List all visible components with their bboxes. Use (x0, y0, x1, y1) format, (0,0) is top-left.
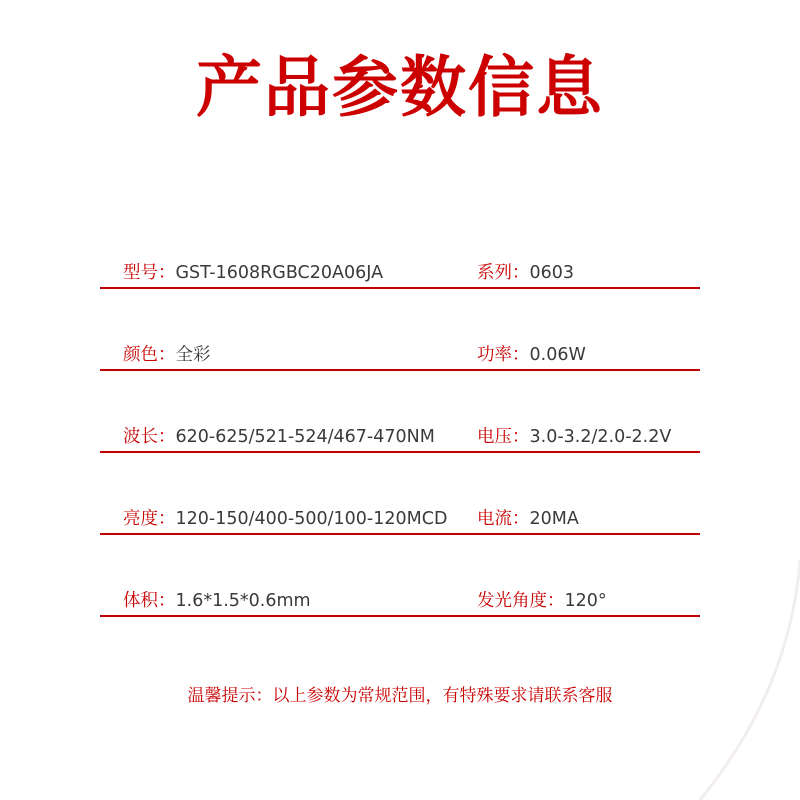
spec-row (100, 496, 700, 578)
spec-value: 全彩 (175, 345, 211, 365)
spec-label: 发光角度： (477, 591, 565, 611)
row-divider (100, 369, 700, 371)
spec-cell-size (123, 590, 311, 612)
row-divider (100, 533, 700, 535)
spec-value: 120° (564, 591, 607, 611)
row-divider (100, 451, 700, 453)
spec-value: 0.06W (529, 345, 586, 365)
spec-row (100, 414, 700, 496)
spec-cell-series (477, 262, 574, 284)
spec-value: 1.6*1.5*0.6mm (175, 591, 311, 611)
spec-value: 620-625/521-524/467-470NM (175, 427, 435, 447)
spec-value: 3.0-3.2/2.0-2.2V (529, 427, 672, 447)
spec-cell-wavelength (123, 426, 435, 448)
spec-cell-brightness (123, 508, 447, 530)
row-divider (100, 287, 700, 289)
spec-label: 波长： (123, 427, 176, 447)
footer-tip: 温馨提示：以上参数为常规范围，有特殊要求请联系客服 (187, 686, 613, 706)
spec-value: 120-150/400-500/100-120MCD (175, 509, 448, 529)
spec-label: 型号： (123, 263, 176, 283)
spec-label: 电流： (477, 509, 530, 529)
page-title: 产品参数信息 (196, 49, 604, 126)
spec-label: 颜色： (123, 345, 176, 365)
spec-value: 0603 (529, 263, 575, 283)
spec-cell-voltage (477, 426, 671, 448)
spec-row (100, 578, 700, 660)
spec-row (100, 332, 700, 414)
spec-value: GST-1608RGBC20A06JA (175, 263, 384, 283)
spec-label: 电压： (477, 427, 530, 447)
spec-value: 20MA (529, 509, 579, 529)
row-divider (100, 615, 700, 617)
spec-label: 系列： (477, 263, 530, 283)
spec-table (100, 250, 700, 660)
spec-cell-current (477, 508, 579, 530)
spec-row (100, 250, 700, 332)
spec-cell-color (123, 344, 211, 366)
spec-label: 亮度： (123, 509, 176, 529)
spec-cell-power (477, 344, 586, 366)
spec-cell-model (123, 262, 383, 284)
spec-label: 功率： (477, 345, 530, 365)
spec-label: 体积： (123, 591, 176, 611)
spec-cell-viewing-angle (477, 590, 607, 612)
